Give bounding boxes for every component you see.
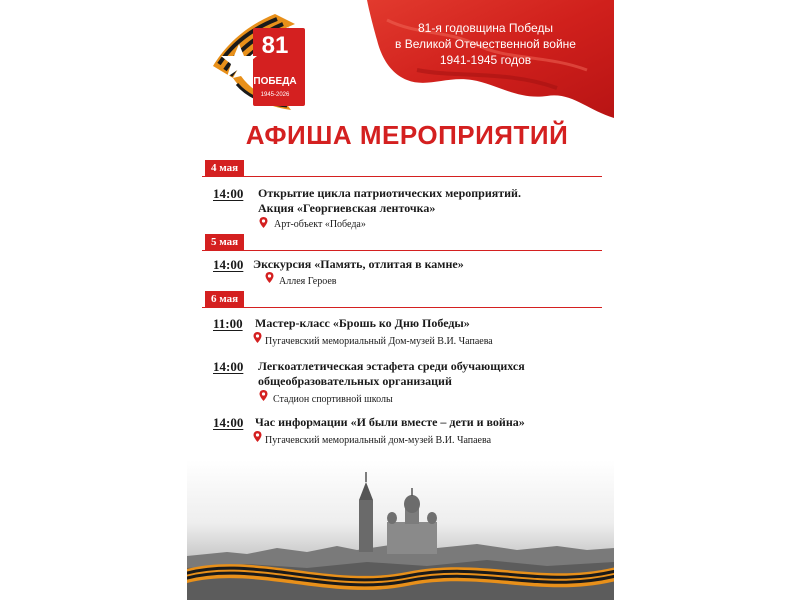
anniversary-heading (357, 20, 614, 68)
map-pin-icon (253, 332, 262, 343)
event-title (258, 359, 525, 389)
event-time: 14:00 (213, 186, 244, 201)
date-tab-may-4: 4 мая (205, 160, 244, 177)
emblem-number: 81 (261, 32, 289, 59)
event-title-line: Открытие цикла патриотических мероприятий. (258, 186, 521, 200)
date-divider (202, 176, 602, 177)
date-tab-may-6: 6 мая (205, 291, 244, 308)
map-pin-icon (253, 431, 262, 442)
event-poster (187, 0, 614, 600)
map-pin-icon (259, 217, 268, 228)
event-title-line: Час информации «И были вместе – дети и война» (255, 415, 525, 429)
event-place: Арт-объект «Победа» (274, 219, 366, 230)
event-time: 14:00 (213, 359, 244, 374)
event-title (255, 415, 525, 430)
event-title-line: Экскурсия «Память, отлитая в камне» (253, 257, 464, 271)
emblem-word: ПОБЕДА (253, 76, 297, 87)
anniversary-line-2: в Великой Отечественной войне (395, 37, 576, 51)
event-place: Пугачевский мемориальный дом-музей В.И. Чапаева (265, 435, 492, 446)
anniversary-line-3: 1941-1945 годов (439, 53, 532, 67)
page-title: АФИША МЕРОПРИЯТИЙ (245, 120, 569, 150)
map-pin-icon (265, 272, 274, 283)
event-title-line: Мастер-класс «Брошь ко Дню Победы» (255, 316, 470, 330)
event-place: Аллея Героев (279, 276, 337, 287)
event-place: Стадион спортивной школы (273, 394, 393, 405)
anniversary-line-1: 81-я годовщина Победы (417, 21, 554, 35)
date-divider (202, 307, 602, 308)
event-title-line: общеобразовательных организаций (258, 374, 452, 388)
event-title-line: Легкоатлетическая эстафета среди обучающихся (258, 359, 525, 373)
event-title (253, 257, 464, 272)
event-place: Пугачевский мемориальный Дом-музей В.И. Чапаева (265, 336, 493, 347)
event-time: 11:00 (213, 316, 243, 331)
date-tab-may-5: 5 мая (205, 234, 244, 251)
map-pin-icon (259, 390, 268, 401)
date-divider (202, 250, 602, 251)
event-title-line: Акция «Георгиевская ленточка» (258, 201, 436, 215)
city-skyline-image (187, 460, 614, 600)
event-time: 14:00 (213, 415, 244, 430)
victory-emblem-icon (205, 6, 315, 116)
event-time: 14:00 (213, 257, 244, 272)
emblem-years: 1945-2026 (260, 92, 290, 98)
event-title (258, 186, 521, 216)
event-title (255, 316, 470, 331)
